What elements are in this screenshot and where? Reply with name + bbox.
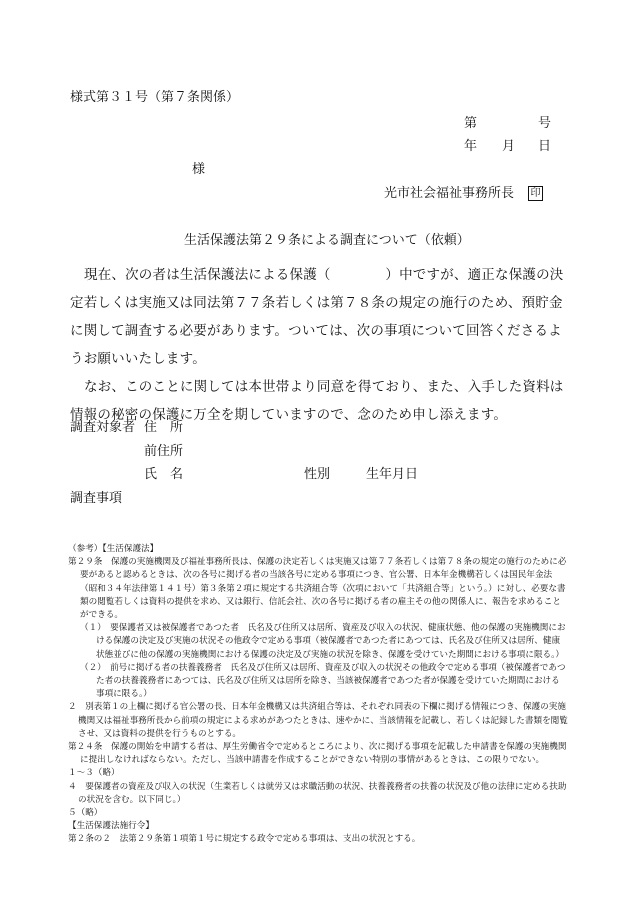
subject-items-label: 調査事項 [70,491,123,506]
note-item-1: （１） 要保護者又は被保護者であつた者 氏名及び住所又は居所、資産及び収入の状況、健康状態、他の保護の実施機関における保護の決定及び実施の状況その他政令で定める事項（被保護者であつた者にあつては、氏名及び住所又は居所、健康状態並びに他の保護の実施機関における保護の決定及び実施の状況を除き、保護を受けていた期間における事項に限る。） [80,623,566,660]
note-item-5: ５（略） [68,808,103,819]
note-item-4: ４ 要保護者の資産及び収入の状況（生業若しくは就労又は求職活動の状況、扶養義務者の扶養の状況及び他の法律に定める扶助の状況を含む。以下同じ。） [68,781,567,805]
body-paragraph-2: なお、このことに関しては本世帯より同意を得ており、また、入手した資料は情報の秘密の保護に万全を期していますので、念のため申し添えます。 [70,379,564,423]
subject-label: 調査対象者 [70,420,136,435]
subject-gender: 性別 [304,467,331,482]
note-item-2: （２） 前号に掲げる者の扶養義務者 氏名及び住所又は居所、資産及び収入の状況その他政令で定める事項（被保護者であつた者の扶養義務者にあつては、氏名及び住所又は居所を除き、当該被保護者であつた者が保護を受けていた期間における事項に限る。） [80,662,566,700]
date-year: 年 [464,139,478,154]
date-day: 日 [538,139,552,154]
seal-icon: 印 [528,186,543,201]
subject-address: 住 所 [144,420,184,435]
sender: 光市社会福祉事務所長 [384,186,515,201]
note-enforcement-heading: 【生活保護法施行令】 [68,821,154,832]
body-paragraph-1: 現在、次の者は生活保護法による保護（ ）中ですが、適正な保護の決定若しくは実施又は同法第７７条若しくは第７８条の規定の施行のため、預貯金に関して調査する必要があります。ついては、次の事項について回答くださるようお願いいたします。 [70,267,564,367]
form-number: 様式第３１号（第７条関係） [70,90,240,105]
subject-previous-address: 前住所 [144,444,184,459]
note-paragraph-2: ２ 別表第１の上欄に掲げる官公署の長、日本年金機構又は共済組合等は、それぞれ同表の下欄に掲げる情報につき、保護の実施機関又は福祉事務所長から前項の規定による求めがあつたときは、速やかに、当該情報を記載し、若しくは記録した書類を閲覧させ、又は資料の提供を行うものとする。 [68,702,568,739]
reference-notes [68,543,568,847]
addressee-suffix: 様 [192,162,206,177]
note-items-1-3: １～３（略） [68,768,120,779]
note-article-24: 第２４条 保護の開始を申請する者は、厚生労働省令で定めるところにより、次に掲げる事項を記載した申請書を保護の実施機関に提出しなければならない。ただし、当該申請書を作成することができない特別の事情があるときは、この限りでない。 [68,742,567,766]
number-label-left: 第 [464,116,478,131]
note-article-29: 第２９条 保護の実施機関及び福祉事務所長は、保護の決定若しくは実施又は第７７条若しくは第７８条の規定の施行のために必要があると認めるときは、次の各号に掲げる者の当該各号に定める事項につき、官公署、日本年金機構若しくは国民年金法（昭和３４年法律第１４１号）第３条第２項に規定する共済組合等（次項において「共済組合等」という。）に対し、必要な書類の閲覧若しくは資料の提供を求め、又は銀行、信託会社、次の各号に掲げる者の雇主その他の関係人に、報告を求めることができる。 [68,557,567,621]
subject-birthdate: 生年月日 [366,467,419,482]
body-text [70,261,565,429]
document-title: 生活保護法第２９条による調査について（依頼） [184,233,470,248]
subject-name: 氏 名 [144,467,184,482]
sender-line [384,182,543,201]
note-article-2-2: 第２条の２ 法第２９条第１項第１号に規定する政令で定める事項は、支出の状況とする。 [68,834,421,845]
date-month: 月 [502,139,516,154]
number-label-right: 号 [538,116,552,131]
note-ref-heading: （参考）【生活保護法】 [68,544,159,554]
